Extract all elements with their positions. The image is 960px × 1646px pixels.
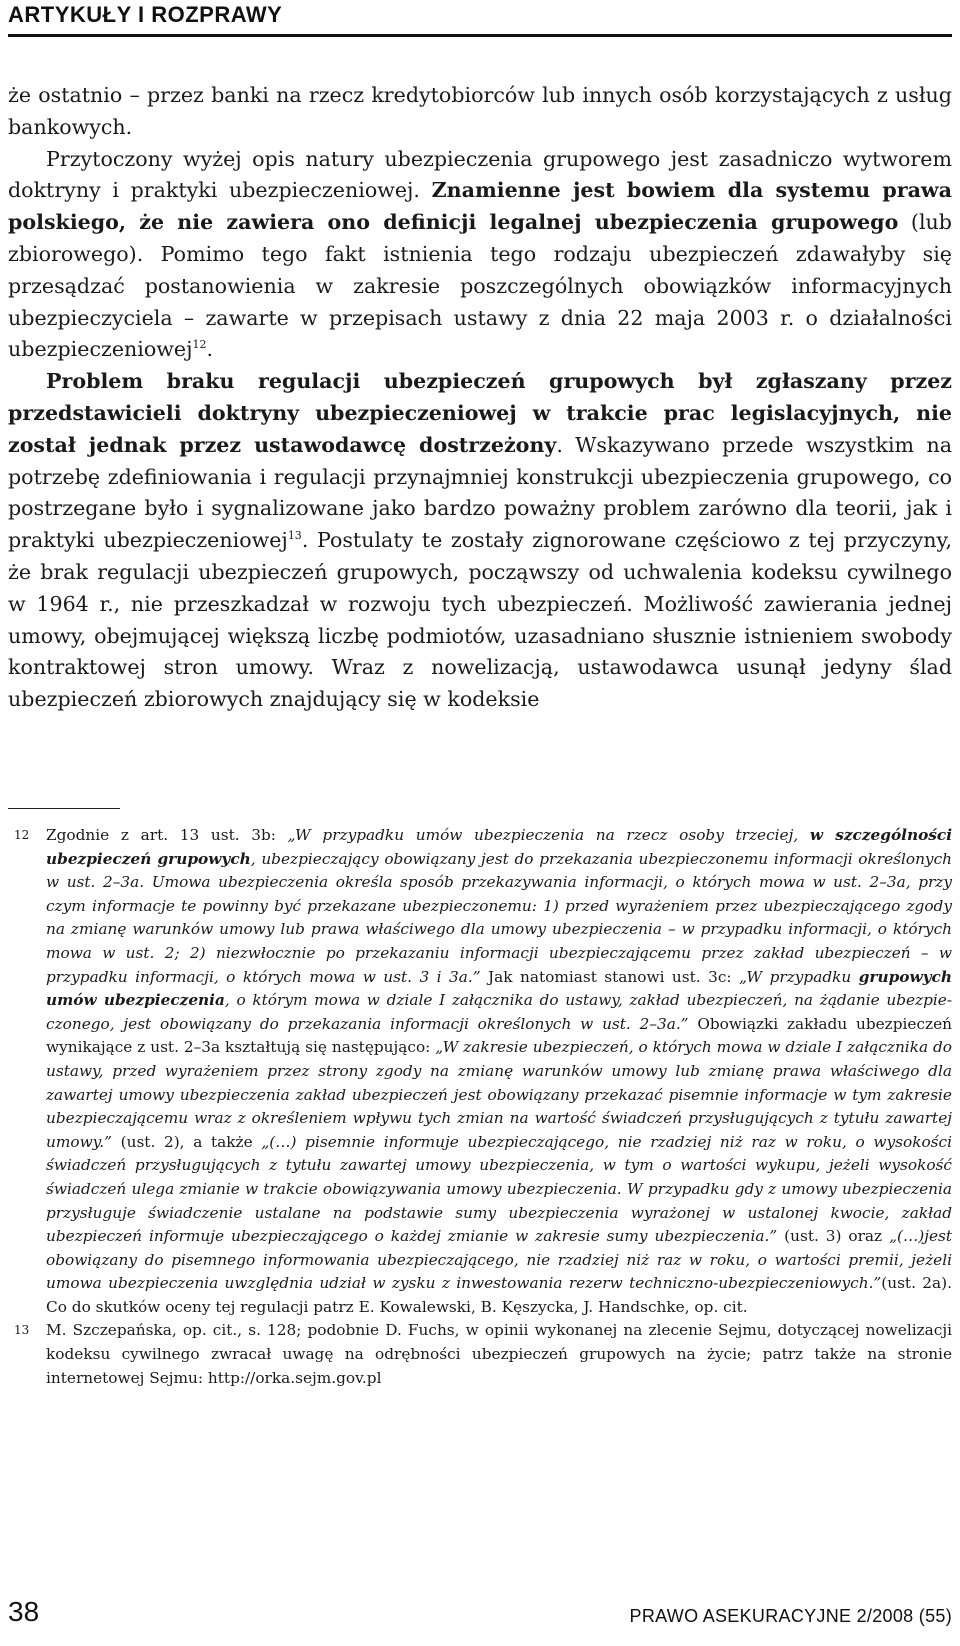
paragraph-1: że ostatnio – przez banki na rzecz kredytobiorców lub innych osób korzystających z usług bankowych. xyxy=(8,83,952,139)
bold-emphasis: Problem braku regulacji ubezpieczeń grupowych był zgłaszany przez przedstawicieli doktryny ubezpieczeniowej w trakcie prac legislacyjnych, nie został jednak przez ustawodawcę dostrzeżony xyxy=(8,369,952,457)
footnotes xyxy=(8,824,952,1390)
footnote-number: 12 xyxy=(14,828,30,842)
page-number: 38 xyxy=(8,1596,40,1627)
footnote-13: 13 M. Szczepańska, op. cit., s. 128; podobnie D. Fuchs, w opinii wykonanej na zlecenie Sejmu, dotyczącej nowelizacji kodeksu cywilnego zwracał uwagę na odrębności ubezpieczeń grupowych na życie; patrz także na stronie internetowej Sejmu: http://orka.sejm.gov.pl xyxy=(14,1321,952,1387)
footnote-ref-12[interactable]: 12 xyxy=(192,338,207,352)
bold-emphasis: Znamienne jest bowiem dla systemu prawa polskiego, że nie zawiera ono definicji legalnej ubezpieczenia grupowego xyxy=(8,178,953,235)
page-footer xyxy=(8,1596,952,1636)
section-title: ARTYKUŁY I ROZPRAWY xyxy=(8,2,283,27)
footnote-number: 13 xyxy=(14,1323,30,1338)
footnote-12: 12 Zgodnie z art. 13 ust. 3b: „W przypadku umów ubezpieczenia na rzecz osoby trzeciej, w szczególności ubezpieczeń grupowych, ubezpieczający obowiązany jest do przekazania ubezpieczonemu informacji określonych w ust. 2–3a. Umowa ubezpieczenia określa sposób przekazywania informacji, o których mowa w ust. 2–3a, przy czym informacje te powinny być przekazane ubezpieczonemu: 1) przed wyrażeniem przez ubezpieczającego zgody na zmianę warunków umowy lub prawa właściwego dla umowy ubezpieczenia – w przypadku informacji, o których mowa w ust. 2; 2) niezwłocznie po przekazaniu informacji ubezpieczającemu przez zakład ubezpieczeń – w przypadku informacji, o których mowa w ust. 3 i 3a.” Jak natomiast stanowi ust. 3c: „W przypadku grupowych umów ubezpieczenia, o którym mowa w dziale I załącznika do ustawy, zakład ubezpieczeń, na żądanie ubezpieczonego, jest obowiązany do przekazania informacji określonych w ust. 2–3a.” Obowiązki zakładu ubezpieczeń wynikające z ust. 2–3a kształtują się następująco: „W zakresie ubezpieczeń, o których mowa w dziale I załącznika do ustawy, przed wyrażeniem przez strony zgody na zmianę warunków umowy lub zmianę prawa właściwego dla zawartej umowy ubezpieczenia zakład ubezpieczeń jest obowiązany przekazać pisemnie informacje w tym zakresie ubezpieczającemu wraz z określeniem wpływu tych zmian na wartość świadczeń przysługujących z tytułu zawartej umowy.” (ust. 2), a także „(…) pisemnie informuje ubezpieczającego, nie rzadziej niż raz w roku, o wysokości świadczeń przysługujących z tytułu zawartej umowy ubezpieczenia, w tym o wartości wykupu, jeżeli wysokość świadczeń ulega zmianie w trakcie obowiązywania umowy ubezpieczenia. W przypadku gdy z umowy ubezpieczenia przysługuje świadczenie ustalane na podstawie sumy ubezpieczenia wyrażonej w ustalonej kwocie, zakład ubezpieczeń informuje ubezpieczającego o każdej zmianie w zakresie sumy ubezpieczenia.” (ust. 3) oraz „(…)jest obowiązany do pisemnego informowania ubezpieczającego, nie rzadziej niż raz w roku, o wartości premii, jeżeli umowa ubezpieczenia uwzględnia udział w zysku z inwestowania rezerw techniczno-ubezpieczeniowych.”(ust. 2a). Co do skutków oceny tej regulacji patrz E. Kowalewski, B. Kęszycka, J. Handschke, op. cit. xyxy=(14,826,953,1316)
footnote-separator xyxy=(8,808,120,809)
footnote-ref-13[interactable]: 13 xyxy=(287,529,302,543)
page-header xyxy=(8,0,952,40)
article-body xyxy=(8,80,952,716)
journal-name: PRAWO ASEKURACYJNE 2/2008 (55) xyxy=(629,1606,952,1626)
paragraph-2: Przytoczony wyżej opis natury ubezpieczenia grupowego jest zasadniczo wytworem doktryny i praktyki ubezpieczeniowej. Znamienne jest bowiem dla systemu prawa polskiego, że nie zawiera ono definicji legalnej ubezpieczenia grupowego (lub zbiorowego). Pomimo tego fakt istnienia tego rodzaju ubezpieczeń zdawałyby się przesądzać postanowienia w zakresie poszczególnych obowiązków informacyjnych ubezpieczyciela – zawarte w przepisach ustawy z dnia 22 maja 2003 r. o działalności ubezpieczeniowej$^{12}$. xyxy=(8,146,953,362)
header-rule xyxy=(8,34,952,37)
paragraph-3: Problem braku regulacji ubezpieczeń grupowych był zgłaszany przez przedstawicieli doktryny ubezpieczeniowej w trakcie prac legislacyjnych, nie został jednak przez ustawodawcę dostrzeżony. Wskazywano przede wszystkim na potrzebę zdefiniowania i regulacji przynajmniej konstrukcji ubezpieczenia grupowego, co postrzegane było i sygnalizowane jako bardzo poważny problem zarówno dla teorii, jak i praktyki ubezpieczeniowej$^{13}$. Postulaty te zostały zignorowane częściowo z tej przyczyny, że brak regulacji ubezpieczeń grupowych, począwszy od uchwalenia kodeksu cywilnego w 1964 r., nie przeszkadzał w rozwoju tych ubezpieczeń. Możliwość zawierania jednej umowy, obejmującej większą liczbę podmiotów, uzasadniano słusznie istnieniem swobody kontraktowej stron umowy. Wraz z nowelizacją, ustawodawca usunął jedyny ślad ubezpieczeń zbiorowych znajdujący się w kodeksie xyxy=(8,369,952,712)
